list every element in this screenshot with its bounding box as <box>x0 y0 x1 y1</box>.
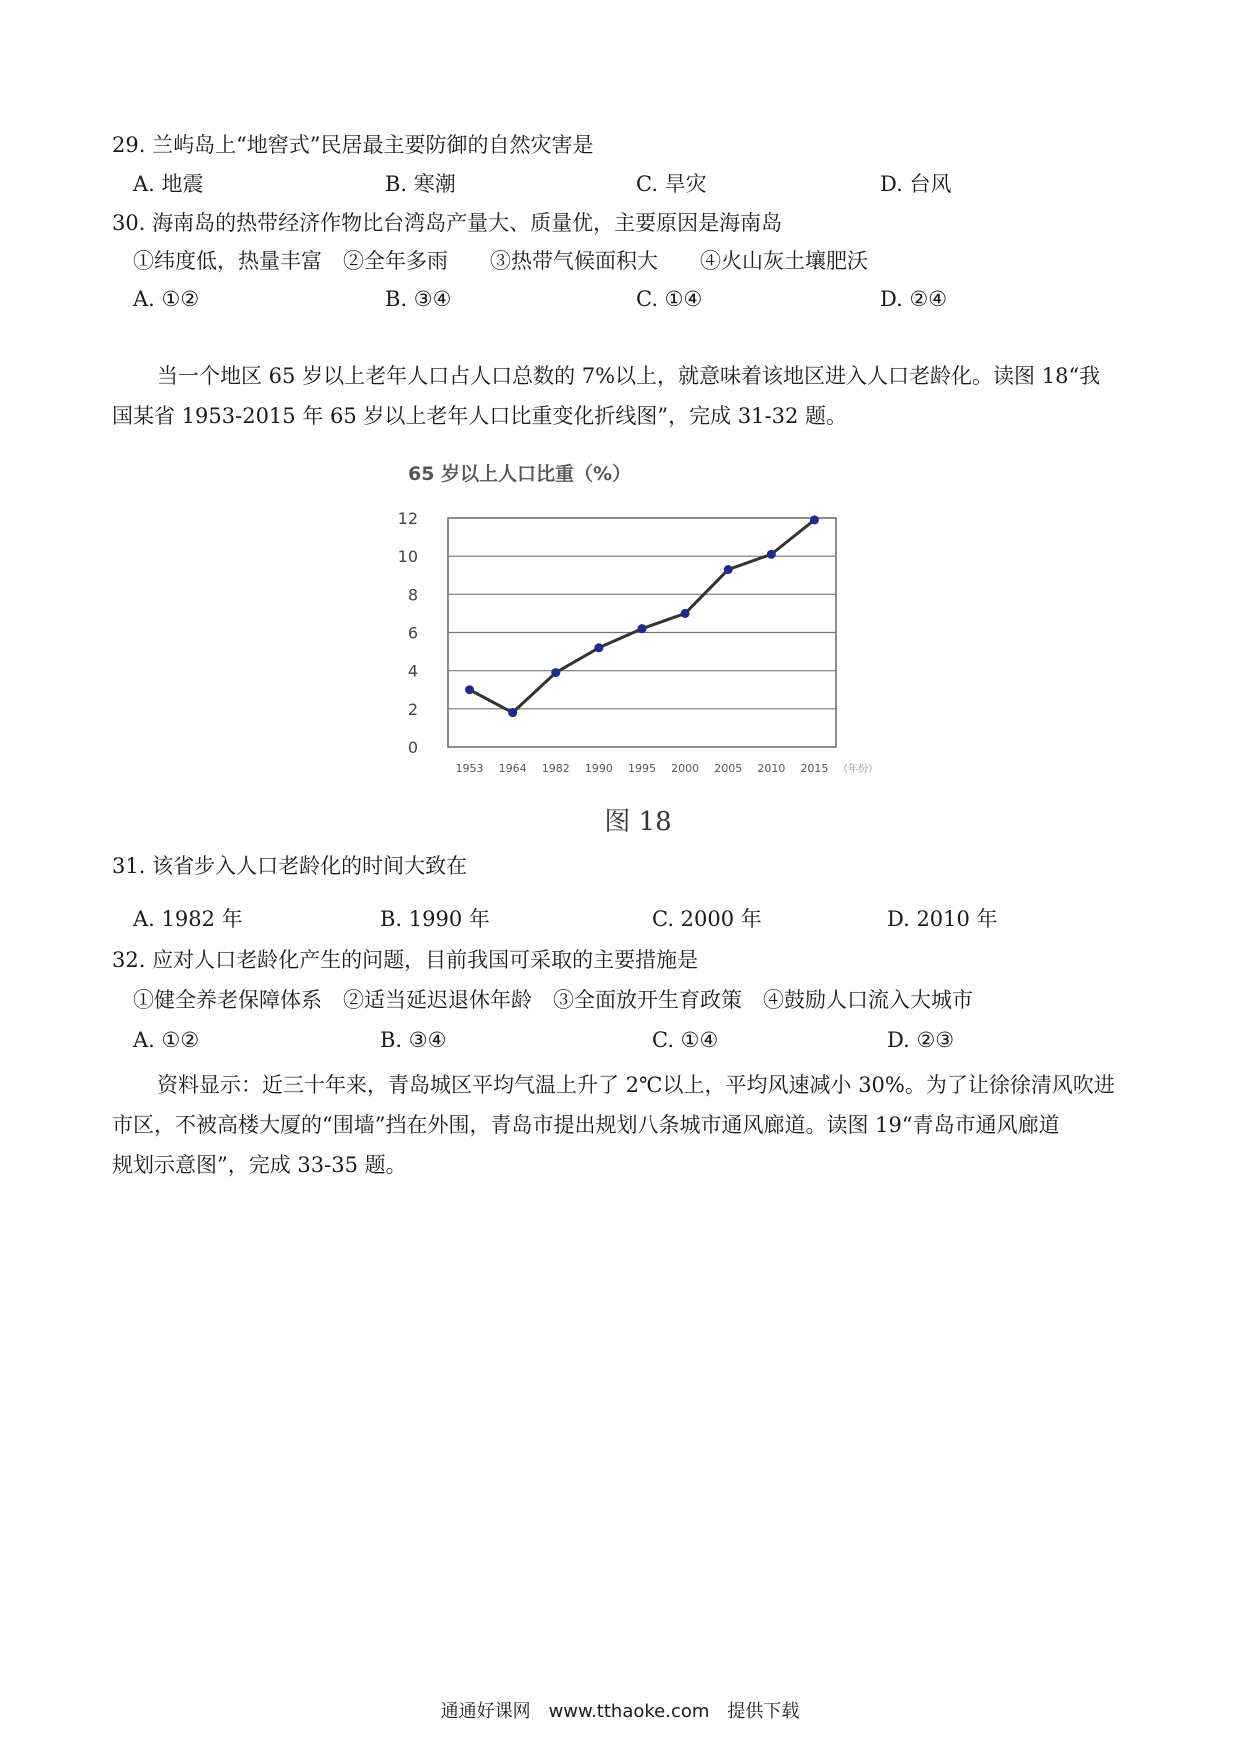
x-tick-label: 1995 <box>628 762 656 775</box>
y-tick-label: 8 <box>407 585 418 605</box>
x-tick-label: 1982 <box>541 762 570 775</box>
data-point <box>638 624 647 633</box>
q29-option-b: B. 寒潮 <box>385 172 456 196</box>
series-line <box>470 520 815 713</box>
q31-option-b: B. 1990 年 <box>380 907 490 931</box>
x-tick-label: 1990 <box>584 762 613 775</box>
q29-option-d: D. 台风 <box>880 172 952 196</box>
q31-option-d: D. 2010 年 <box>887 907 998 931</box>
q31-option-c: C. 2000 年 <box>652 907 762 931</box>
intro2-line2: 市区，不被高楼大厦的“围墙”挡在外围，青岛市提出规划八条城市通风廊道。读图 19“青岛市通风廊道 <box>112 1113 1060 1137</box>
x-tick-label: 1964 <box>498 762 527 775</box>
q32-stem: 32. 应对人口老龄化产生的问题，目前我国可采取的主要措施是 <box>112 948 699 972</box>
x-axis-unit-label: （年份） <box>838 764 878 775</box>
x-tick-label: 2000 <box>671 762 700 775</box>
data-point <box>810 515 819 524</box>
data-point <box>551 668 560 677</box>
q29-option-a: A. 地震 <box>133 172 204 196</box>
y-tick-label: 4 <box>407 661 418 681</box>
q31-stem: 31. 该省步入人口老龄化的时间大致在 <box>112 854 468 878</box>
q32-option-b: B. ③④ <box>380 1028 447 1052</box>
q32-option-c: C. ①④ <box>652 1028 719 1052</box>
intro2-line1: 资料显示：近三十年来，青岛城区平均气温上升了 2℃以上，平均风速减小 30%。为了让徐徐清风吹进 <box>157 1073 1115 1097</box>
q30-option-a: A. ①② <box>133 287 200 311</box>
y-tick-label: 10 <box>397 547 418 567</box>
data-point <box>465 685 474 694</box>
data-point <box>767 550 776 559</box>
y-tick-label: 6 <box>407 623 418 643</box>
y-tick-label: 0 <box>407 738 418 757</box>
data-point <box>508 708 517 717</box>
chart-title: 65 岁以上人口比重（%） <box>408 463 632 485</box>
q31-option-a: A. 1982 年 <box>133 907 243 931</box>
q29-stem: 29. 兰屿岛上“地窖式”民居最主要防御的自然灾害是 <box>112 133 594 157</box>
figure-18-chart <box>388 450 888 845</box>
x-tick-label: 2005 <box>714 762 743 775</box>
chart-caption: 图 18 <box>604 807 672 837</box>
q32-items: ①健全养老保障体系 ②适当延迟退休年龄 ③全面放开生育政策 ④鼓励人口流入大城市 <box>133 988 973 1012</box>
intro1-line2: 国某省 1953-2015 年 65 岁以上老年人口比重变化折线图”，完成 31-32 题。 <box>112 404 848 428</box>
y-tick-label: 12 <box>397 509 418 528</box>
q30-items: ①纬度低，热量丰富 ②全年多雨 ③热带气候面积大 ④火山灰土壤肥沃 <box>133 249 868 273</box>
q32-option-d: D. ②③ <box>887 1028 955 1052</box>
data-point <box>681 609 690 618</box>
data-point <box>594 643 603 652</box>
q32-option-a: A. ①② <box>133 1028 200 1052</box>
q30-stem: 30. 海南岛的热带经济作物比台湾岛产量大、质量优，主要原因是海南岛 <box>112 211 783 235</box>
q29-option-c: C. 旱灾 <box>636 172 707 196</box>
intro1-line1: 当一个地区 65 岁以上老年人口占人口总数的 7%以上，就意味着该地区进入人口老龄化。读图 18“我 <box>157 364 1101 388</box>
q30-option-c: C. ①④ <box>636 287 703 311</box>
x-tick-label: 2010 <box>757 762 786 775</box>
x-tick-label: 2015 <box>800 762 829 775</box>
data-point <box>724 565 733 574</box>
page-footer: 通通好课网 www.tthaoke.com 提供下载 <box>440 1701 800 1722</box>
q30-option-d: D. ②④ <box>880 287 948 311</box>
intro2-line3: 规划示意图”，完成 33-35 题。 <box>112 1153 407 1177</box>
q30-option-b: B. ③④ <box>385 287 452 311</box>
x-tick-label: 1953 <box>455 762 484 775</box>
y-tick-label: 2 <box>407 699 418 719</box>
